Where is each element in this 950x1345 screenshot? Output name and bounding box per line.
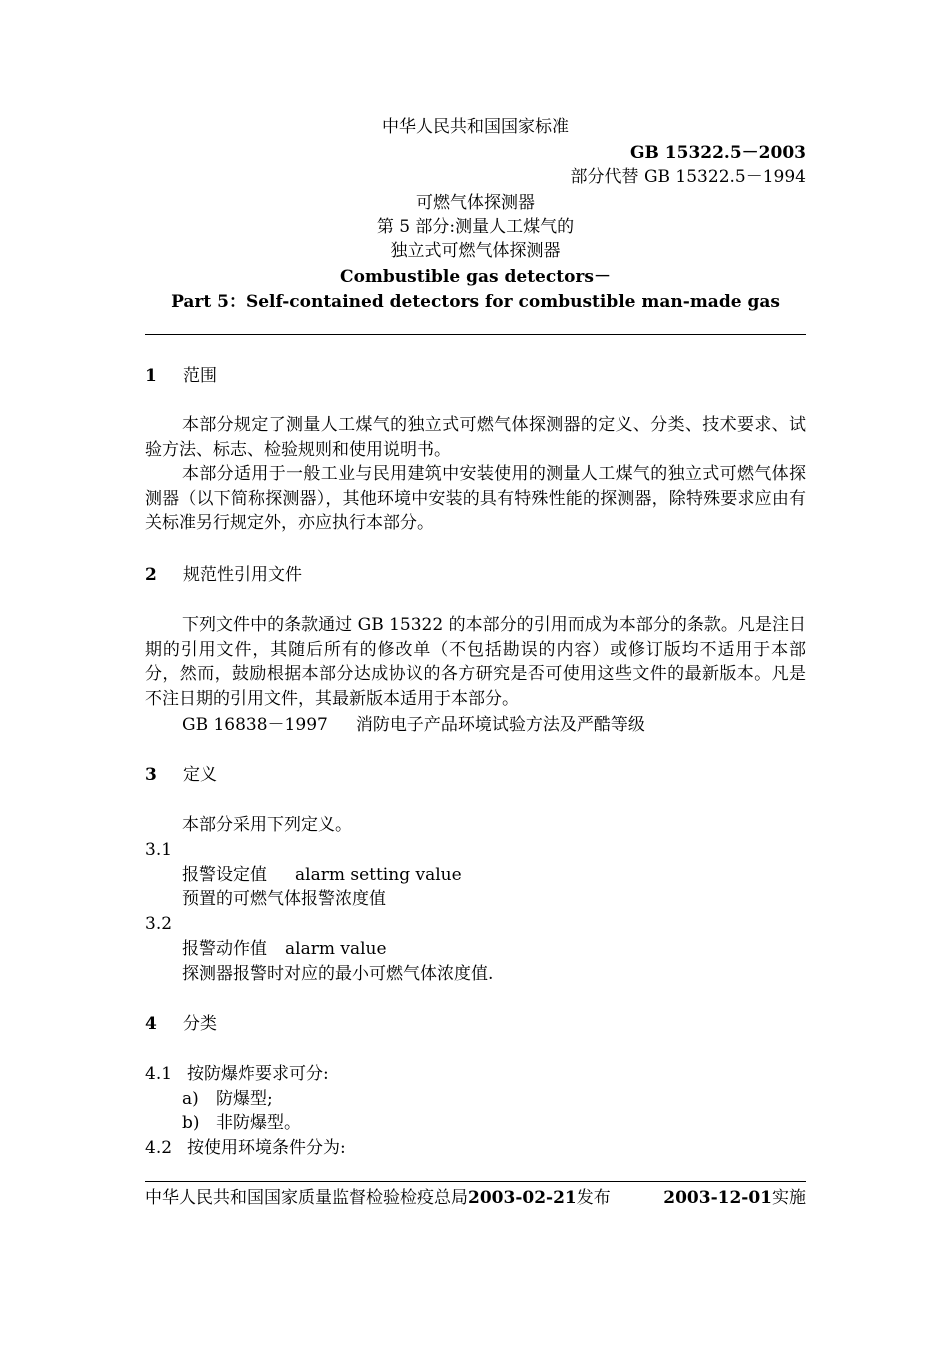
reference-title: 消防电子产品环境试验方法及严酷等级 [355, 715, 645, 735]
definition-2-english: alarm value [285, 939, 387, 959]
footer-impl-label: 实施 [772, 1188, 806, 1208]
footer-issuer: 中华人民共和国国家质量监督检验检疫总局 [145, 1188, 468, 1208]
standard-title: 中华人民共和国国家标准 [382, 117, 569, 137]
definition-1-english: alarm setting value [295, 865, 462, 885]
list-item [145, 1087, 806, 1111]
section-4-heading [145, 1012, 806, 1036]
section-2-heading [145, 563, 806, 587]
section-1-para-2: 本部分适用于一般工业与民用建筑中安装使用的测量人工煤气的独立式可燃气体探测器（以下简称探测器），其他环境中安装的具有特殊性能的探测器，除特殊要求应由有关标准另行规定外，亦应执行本部分。 [145, 464, 806, 533]
list-item-a-mark: a) [182, 1089, 199, 1109]
section-2-number: 2 [145, 565, 157, 585]
list-item-b-text: 非防爆型。 [216, 1113, 301, 1133]
footer-issue-date: 2003-02-21 [468, 1188, 577, 1208]
replaces-note: 部分代替 GB 15322.5－1994 [570, 167, 806, 187]
clause-4-2-number: 4.2 [145, 1138, 173, 1158]
section-1-title: 范围 [183, 366, 217, 386]
standard-code: GB 15322.5－2003 [629, 143, 806, 163]
definition-1-term: 报警设定值 [182, 865, 267, 885]
definition-2-term: 报警动作值 [182, 939, 267, 959]
list-item [145, 1111, 806, 1135]
list-item-b-mark: b) [182, 1113, 200, 1133]
section-1-para-1: 本部分规定了测量人工煤气的独立式可燃气体探测器的定义、分类、技术要求、试验方法、标志、检验规则和使用说明书。 [145, 415, 806, 460]
clause-4-2 [145, 1136, 806, 1160]
definition-1-term-line [145, 863, 806, 887]
section-3-heading [145, 763, 806, 787]
clause-4-1 [145, 1062, 806, 1086]
footer-impl-date: 2003-12-01 [663, 1188, 772, 1208]
section-1-number: 1 [145, 366, 157, 386]
footer-implementation [145, 1186, 806, 1210]
definition-2-number: 3.2 [145, 914, 173, 934]
title-cn-2 [145, 215, 806, 239]
section-1-heading [145, 364, 806, 388]
title-en-1: Combustible gas detectors－ [340, 267, 611, 287]
section-3-title: 定义 [183, 765, 217, 785]
clause-4-1-text: 按防爆炸要求可分: [187, 1064, 329, 1084]
title-en-2: Part 5：Self-contained detectors for combustible man-made gas [171, 292, 780, 312]
header-divider [145, 334, 806, 335]
section-4-title: 分类 [183, 1014, 217, 1034]
clause-4-2-text: 按使用环境条件分为: [187, 1138, 346, 1158]
section-2-para-1: 下列文件中的条款通过 GB 15322 的本部分的引用而成为本部分的条款。凡是注日期的引用文件，其随后所有的修改单（不包括勘误的内容）或修订版均不适用于本部分，然而，鼓励根据本部分达成协议的各方研究是否可使用这些文件的最新版本。凡是不注日期的引用文件，其最新版本适用于本部分。 [145, 615, 806, 709]
reference-entry [145, 713, 806, 737]
definition-1-text: 预置的可燃气体报警浓度值 [182, 889, 386, 909]
definition-2-text: 探测器报警时对应的最小可燃气体浓度值. [182, 964, 494, 984]
definition-2-term-line [145, 937, 806, 961]
title-cn-3: 独立式可燃气体探测器 [390, 241, 561, 261]
definition-1-number: 3.1 [145, 840, 173, 860]
section-4-number: 4 [145, 1014, 157, 1034]
title-cn-1: 可燃气体探测器 [416, 193, 535, 213]
footer-divider [145, 1181, 806, 1182]
footer-issue-label: 发布 [576, 1188, 611, 1208]
section-2-title: 规范性引用文件 [183, 565, 302, 585]
clause-4-1-number: 4.1 [145, 1064, 173, 1084]
section-3-intro: 本部分采用下列定义。 [182, 815, 352, 835]
list-item-a-text: 防爆型; [216, 1089, 273, 1109]
reference-code: GB 16838－1997 [182, 715, 328, 735]
section-3-number: 3 [145, 765, 157, 785]
title-cn-2-text: 第 5 部分:测量人工煤气的 [376, 217, 575, 237]
